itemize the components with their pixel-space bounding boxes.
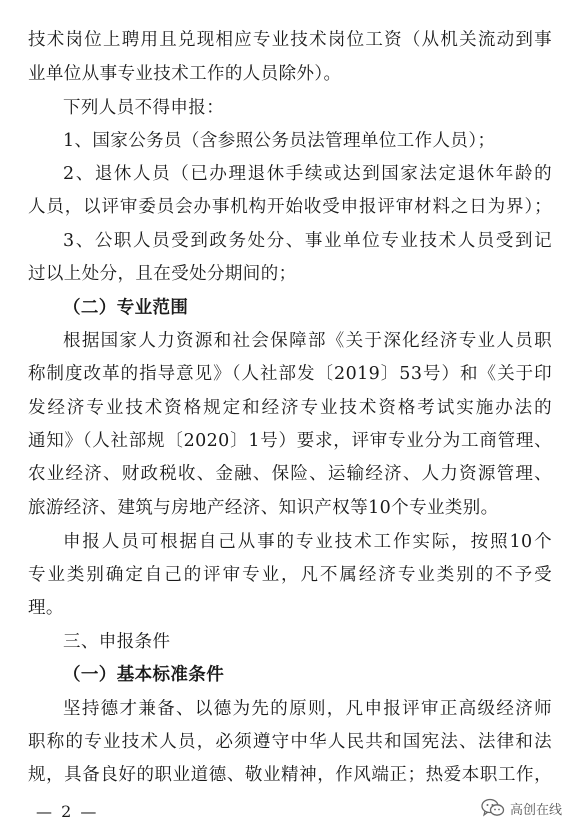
- chapter-heading: 三、申报条件: [63, 632, 171, 652]
- body-line: 通知》（人社部规〔2020〕1号）要求，评审专业分为工商管理、: [28, 431, 552, 451]
- body-line: 专业类别确定自己的评审专业，凡不属经济专业类别的不予受: [28, 565, 552, 585]
- body-line: 下列人员不得申报：: [63, 98, 225, 118]
- list-item: 3、公职人员受到政务处分、事业单位专业技术人员受到记: [63, 231, 552, 251]
- body-line: 理。: [28, 598, 64, 618]
- body-line: 发经济专业技术资格规定和经济专业技术资格考试实施办法的: [28, 398, 552, 418]
- body-line: 人员，以评审委员会办事机构开始收受申报评审材料之日为界）；: [28, 197, 552, 217]
- body-line: 申报人员可根据自己从事的专业技术工作实际，按照10个: [63, 532, 552, 552]
- body-line: 业单位从事专业技术工作的人员除外）。: [28, 64, 342, 84]
- section-heading: （二）专业范围: [63, 298, 189, 318]
- body-line: 旅游经济、建筑与房地产经济、知识产权等10个专业类别。: [28, 498, 499, 518]
- body-line: 称制度改革的指导意见》（人社部发〔2019〕53号）和《关于印: [28, 364, 552, 384]
- body-line: 职称的专业技术人员，必须遵守中华人民共和国宪法、法律和法: [28, 732, 552, 752]
- body-line: 根据国家人力资源和社会保障部《关于深化经济专业人员职: [63, 331, 552, 351]
- body-line: 技术岗位上聘用且兑现相应专业技术岗位工资（从机关流动到事: [28, 30, 552, 50]
- watermark-label: 高创在线: [509, 802, 562, 818]
- list-item: 2、退休人员（已办理退休手续或达到国家法定退休年龄的: [63, 164, 552, 184]
- body-line: 坚持德才兼备、以德为先的原则，凡申报评审正高级经济师: [63, 699, 552, 719]
- page-number: — 2 —: [36, 802, 99, 821]
- body-line: 过以上处分，且在受处分期间的；: [28, 264, 297, 284]
- section-heading: （一）基本标准条件: [63, 665, 225, 685]
- wechat-icon: [481, 798, 505, 818]
- watermark: [481, 798, 562, 818]
- list-item: 1、国家公务员（含参照公务员法管理单位工作人员）；: [63, 131, 496, 151]
- body-line: 规，具备良好的职业道德、敬业精神，作风端正；热爱本职工作，: [28, 765, 552, 785]
- body-line: 农业经济、财政税收、金融、保险、运输经济、人力资源管理、: [28, 464, 552, 484]
